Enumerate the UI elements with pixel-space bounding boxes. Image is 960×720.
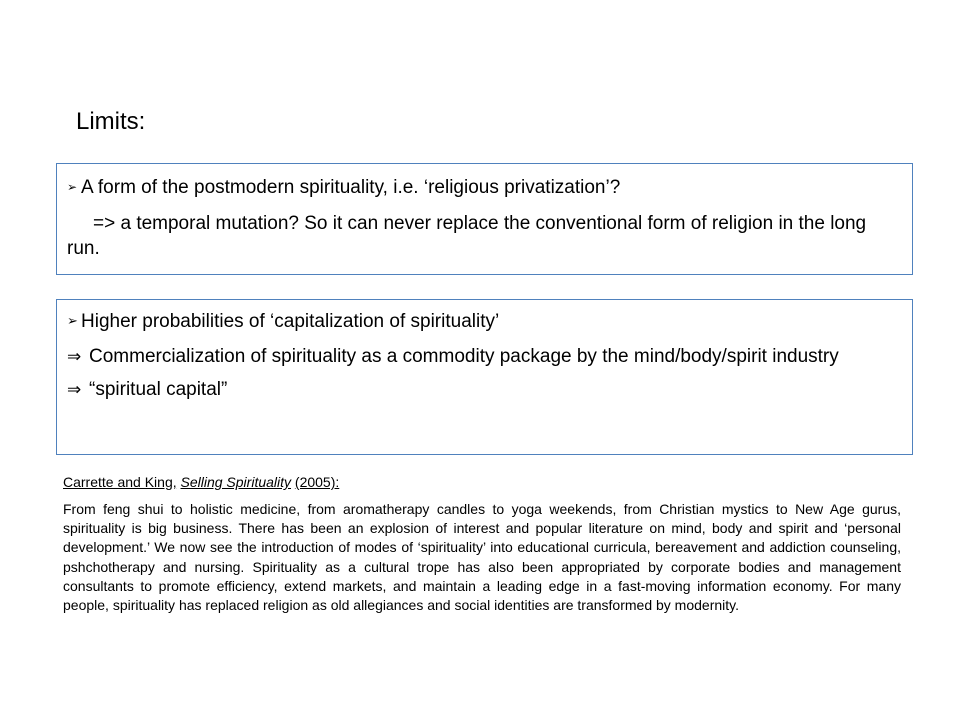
quote-paragraph: From feng shui to holistic medicine, from aromatherapy candles to yoga weekends, from Christian mystics to New Age gurus, spirituality is big business. There has been an explosion of interest and popular literature on mind, body and spirit and ‘personal development.’ We now see the introduction of modes of ‘spirituality’ into educational curricula, bereavement and addiction counseling, pshchotherapy and nursing. Spirituality as a cultural trope has also been appropriated by corporate bodies and management consultants to promote efficiency, extend markets, and maintain a leading edge in a fast-moving information economy. For many people, spirituality has replaced religion as old allegiances and social identities are transformed by modernity.: [63, 501, 901, 614]
box1-arrow-line: [67, 211, 902, 261]
box1-line2-text: => a temporal mutation? So it can never replace the conventional form of religion in the long run.: [67, 213, 867, 259]
citation-authors: Carrette and King,: [63, 474, 177, 490]
box2-arrow-line-2: [67, 377, 902, 402]
box2-bullet-line: [67, 308, 902, 334]
limits-box-1: [56, 163, 913, 275]
box2-line1-text: Higher probabilities of ‘capitalization of spirituality’: [81, 311, 500, 332]
double-arrow-icon: ⇒: [67, 380, 82, 399]
box2-line2-text: Commercialization of spirituality as a commodity package by the mind/body/spirit industry: [89, 346, 839, 367]
slide-title: Limits:: [76, 108, 146, 135]
box1-bullet-line: [67, 174, 902, 201]
citation-year: (2005):: [294, 474, 340, 490]
limits-box-2: [56, 299, 913, 455]
triangle-bullet-icon: ➢: [67, 180, 78, 194]
box2-line3-text: “spiritual capital”: [89, 379, 228, 400]
box2-arrow-line-1: [67, 344, 902, 369]
box1-line1-text: A form of the postmodern spirituality, i.e. ‘religious privatization’?: [81, 177, 621, 198]
citation-book-title: Selling Spirituality: [180, 474, 292, 490]
citation: [63, 474, 339, 490]
triangle-bullet-icon: ➢: [67, 313, 78, 328]
double-arrow-icon: ⇒: [67, 347, 82, 366]
